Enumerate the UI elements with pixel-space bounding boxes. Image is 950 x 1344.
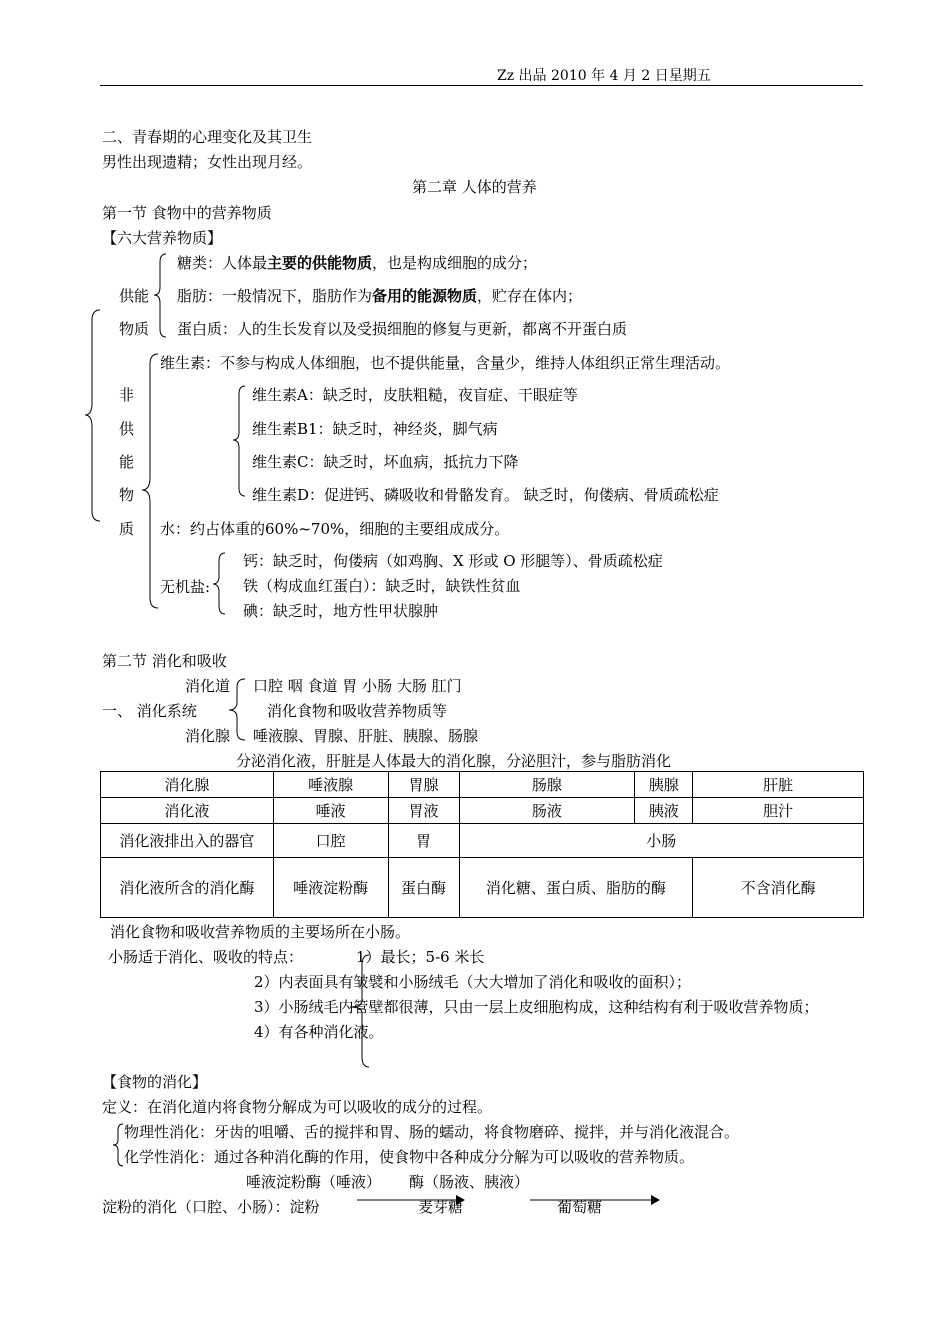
table-cell: 唾液 <box>273 798 388 824</box>
table-cell: 肠液 <box>459 798 635 824</box>
section-title-digestion: 第二节 消化和吸收 <box>102 652 227 670</box>
table-cell: 口腔 <box>273 824 388 858</box>
vitamin-b1-line: 维生素B1：缺乏时，神经炎，脚气病 <box>252 420 498 438</box>
outer-brace <box>84 308 104 523</box>
vitamin-a-line: 维生素A：缺乏时，皮肤粗糙，夜盲症、干眼症等 <box>252 386 578 404</box>
tract-items: 口腔 咽 食道 胃 小肠 大肠 肛门 <box>253 677 462 695</box>
enzyme-label-1: 唾液淀粉酶（唾液） <box>246 1173 382 1191</box>
features-label: 小肠适于消化、吸收的特点： <box>108 948 304 966</box>
glucose-label: 葡萄糖 <box>557 1198 603 1216</box>
mineral-brace <box>212 551 228 617</box>
table-cell: 胃腺 <box>388 772 459 798</box>
energy-label-2: 物质 <box>119 320 150 338</box>
iron-line: 铁（构成血红蛋白）：缺乏时，缺铁性贫血 <box>243 577 521 595</box>
table-row <box>101 772 864 798</box>
calcium-line: 钙：缺乏时，佝偻病（如鸡胸、X 形或 O 形腿等）、骨质疏松症 <box>243 552 663 570</box>
gland-items: 唾液腺、胃腺、肝脏、胰腺、肠腺 <box>253 727 479 745</box>
sugar-text-c: ，也是构成细胞的成分； <box>372 254 538 272</box>
table-cell: 胰液 <box>635 798 693 824</box>
food-digestion-heading: 【食物的消化】 <box>102 1073 208 1091</box>
feature-4: 4）有各种消化液。 <box>254 1023 384 1041</box>
section-title-puberty: 二、青春期的心理变化及其卫生 <box>102 128 313 146</box>
table-cell: 蛋白酶 <box>388 858 459 918</box>
system-function: 消化食物和吸收营养物质等 <box>267 702 448 720</box>
table-cell: 不含消化酶 <box>693 858 864 918</box>
table-cell: 消化糖、蛋白质、脂肪的酶 <box>459 858 693 918</box>
feature-3: 3）小肠绒毛内管壁都很薄，只由一层上皮细胞构成，这种结构有利于吸收营养物质； <box>254 998 819 1016</box>
fat-text-c: ，贮存在体内； <box>477 287 583 305</box>
energy-label-1: 供能 <box>119 287 150 305</box>
table-cell: 肝脏 <box>693 772 864 798</box>
energy-brace <box>153 252 169 340</box>
sugar-line <box>177 254 537 272</box>
nonenergy-char-2: 供 <box>119 420 135 438</box>
table-cell: 胰腺 <box>635 772 693 798</box>
digestive-system-brace <box>228 677 248 743</box>
table-cell: 肠腺 <box>459 772 635 798</box>
table-row <box>101 858 864 918</box>
gland-note: 分泌消化液，肝脏是人体最大的消化腺，分泌胆汁，参与脂肪消化 <box>236 752 672 770</box>
table-cell: 小肠 <box>459 824 864 858</box>
table-row <box>101 824 864 858</box>
nonenergy-char-4: 物 <box>119 486 135 504</box>
mineral-label: 无机盐: <box>160 578 211 596</box>
feature-1: 1）最长；5-6 米长 <box>356 948 485 966</box>
maltose-label: 麦芽糖 <box>418 1198 464 1216</box>
sugar-text-bold: 主要的供能物质 <box>267 254 373 272</box>
digestive-system-label: 一、 消化系统 <box>102 702 197 720</box>
puberty-line: 男性出现遗精；女性出现月经。 <box>102 153 313 171</box>
page-header: Zz 出品 2010 年 4 月 2 日星期五 <box>497 68 711 84</box>
table-cell: 消化液所含的消化酶 <box>101 858 274 918</box>
chemical-digestion-line: 化学性消化：通过各种消化酶的作用，使食物中各种成分分解为可以吸收的营养物质。 <box>124 1148 695 1166</box>
table-cell: 消化腺 <box>101 772 274 798</box>
table-cell: 胃液 <box>388 798 459 824</box>
tract-label: 消化道 <box>185 677 231 695</box>
fat-text-bold: 备用的能源物质 <box>372 287 478 305</box>
table-row <box>101 798 864 824</box>
header-rule <box>100 85 863 86</box>
fat-text-a: 脂肪：一般情况下，脂肪作为 <box>177 287 373 305</box>
fat-line <box>177 287 582 305</box>
table-cell: 唾液淀粉酶 <box>273 858 388 918</box>
nonenergy-char-5: 质 <box>119 520 135 538</box>
nonenergy-char-3: 能 <box>119 453 135 471</box>
six-nutrients-heading: 【六大营养物质】 <box>102 229 223 247</box>
table-cell: 胃 <box>388 824 459 858</box>
chapter-title: 第二章 人体的营养 <box>412 178 537 196</box>
physical-digestion-line: 物理性消化：牙齿的咀嚼、舌的搅拌和胃、肠的蠕动，将食物磨碎、搅拌，并与消化液混合。 <box>124 1123 740 1141</box>
enzyme-label-2: 酶（肠液、胰液） <box>409 1173 530 1191</box>
vitamin-brace <box>232 384 248 499</box>
gland-label: 消化腺 <box>185 727 231 745</box>
table-cell: 唾液腺 <box>273 772 388 798</box>
digestive-gland-table <box>100 771 864 918</box>
water-line: 水：约占体重的60%~70%，细胞的主要组成成分。 <box>160 520 510 538</box>
nonenergy-brace <box>141 352 161 612</box>
nonenergy-char-1: 非 <box>119 386 135 404</box>
sugar-text-a: 糖类：人体最 <box>177 254 268 272</box>
table-cell: 消化液 <box>101 798 274 824</box>
feature-2: 2）内表面具有皱襞和小肠绒毛（大大增加了消化和吸收的面积）； <box>254 973 692 991</box>
starch-digestion-label: 淀粉的消化（口腔、小肠）：淀粉 <box>102 1198 320 1216</box>
vitamin-c-line: 维生素C：缺乏时，坏血病，抵抗力下降 <box>252 453 519 471</box>
protein-line: 蛋白质：人的生长发育以及受损细胞的修复与更新，都离不开蛋白质 <box>177 320 628 338</box>
table-cell: 消化液排出入的器官 <box>101 824 274 858</box>
vitamin-d-line: 维生素D：促进钙、磷吸收和骨骼发育。 缺乏时，佝偻病、骨质疏松症 <box>252 486 719 504</box>
section-title-nutrients: 第一节 食物中的营养物质 <box>102 204 272 222</box>
definition-line: 定义：在消化道内将食物分解成为可以吸收的成分的过程。 <box>102 1098 493 1116</box>
iodine-line: 碘：缺乏时，地方性甲状腺肿 <box>243 602 439 620</box>
main-site-line: 消化食物和吸收营养物质的主要场所在小肠。 <box>110 923 411 941</box>
table-cell: 胆汁 <box>693 798 864 824</box>
vitamin-line: 维生素：不参与构成人体细胞，也不提供能量，含量少，维持人体组织正常生理活动。 <box>160 354 731 372</box>
